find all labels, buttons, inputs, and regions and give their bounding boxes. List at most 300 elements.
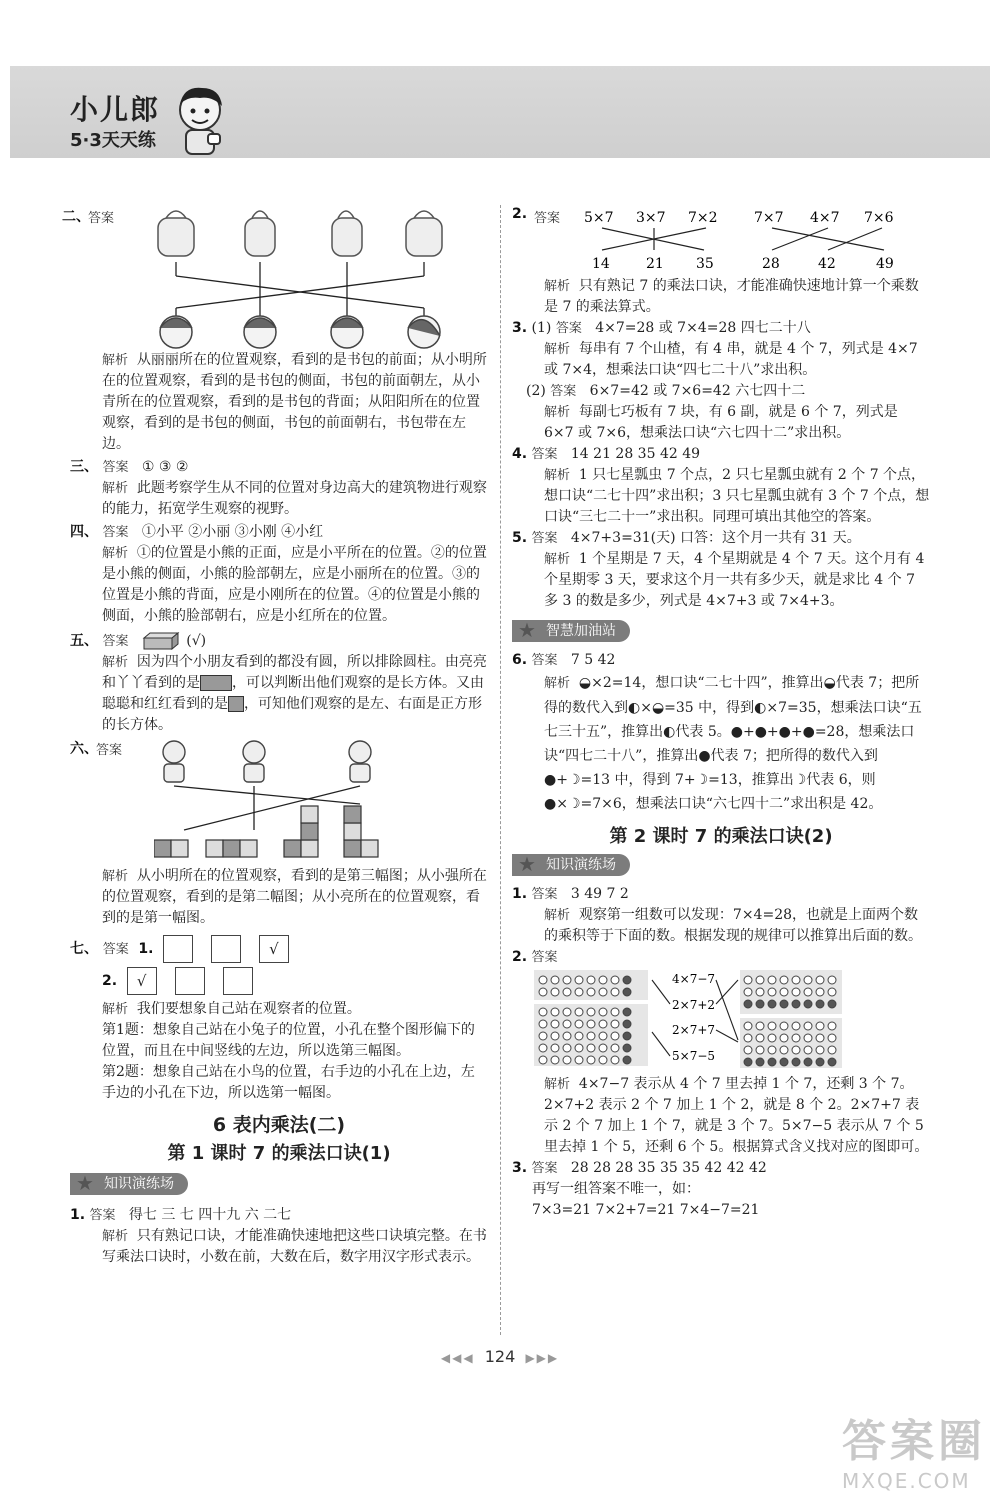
analysis-text: 4×7−7 表示从 4 个 7 里去掉 1 个 7，还剩 3 个 7。2×7+2 表示 2 个 7 加上 1 个 2，就是 8 个 2。2×7+7 表示 2 个 7 加上 1 个 7，就是 3 个 7。5×7−5 表示从 7 个 5 里去掉 1 个 5，还剩 6 个 5。根据算式含义找对应的图即可。 (544, 1076, 929, 1155)
right-column (512, 200, 930, 1221)
analysis-text: 从小明所在的位置观察，看到的是第三幅图；从小强所在的位置观察，看到的是第二幅图；从小亮所在的位置观察，看到的是第一幅图。 (102, 868, 487, 926)
analysis-tag: 解析 (544, 1077, 571, 1092)
dot (792, 976, 800, 984)
dot (563, 1044, 571, 1052)
dot (828, 1000, 836, 1008)
dot (780, 976, 788, 984)
answer-text: 4×7=28 或 7×4=28 四七二十八 (595, 320, 811, 336)
question-5-answer (512, 528, 930, 549)
expr-label: 7×6 (864, 210, 894, 226)
square-face-icon (228, 696, 244, 712)
analysis-text: ×2=14，想口诀“二七十四”，推算出 (591, 675, 824, 691)
expr-label: 7×7 (754, 210, 784, 226)
analysis-text: =7×6，想乘法口诀“六七四十二”求出积是 42。 (580, 796, 883, 812)
lesson-title: 第 2 课时 7 的乘法口诀(2) (609, 826, 833, 847)
dot (804, 1022, 812, 1030)
dot (623, 1020, 631, 1028)
logo-title: 小儿郎 (70, 93, 161, 126)
answer-text: 3 49 7 2 (570, 886, 629, 902)
question-number: 2. (512, 949, 528, 965)
expr-label: 7×2 (688, 210, 718, 226)
answer-box-checked: √ (127, 967, 157, 995)
question-2 (512, 200, 930, 272)
answer-text: 7 5 42 (570, 652, 616, 668)
answer-tag: 答案 (531, 950, 558, 965)
pear-icon: ◐ (754, 700, 767, 716)
analysis-tag: 解析 (102, 353, 129, 368)
analysis-text: ×7=35，想乘法口诀“五七三十五”，推算出 (544, 700, 922, 740)
product-label: 35 (696, 256, 714, 272)
answer-text: 4×7+3=31(天) 口答：这个月一共有 31 天。 (570, 530, 861, 546)
dot (611, 976, 619, 984)
dot (587, 1020, 595, 1028)
analysis-text: + (742, 724, 755, 740)
product-label: 42 (818, 256, 836, 272)
answer-box (175, 967, 205, 995)
dot (816, 1058, 824, 1066)
column-divider (500, 205, 501, 1335)
dot (563, 988, 571, 996)
dot (575, 1020, 583, 1028)
question-1-answer (70, 1205, 488, 1226)
answer-text: (√) (186, 633, 207, 649)
dot (599, 976, 607, 984)
dot (623, 1044, 631, 1052)
dot (792, 1034, 800, 1042)
dot (780, 1034, 788, 1042)
answer-tag: 答案 (531, 447, 558, 462)
expr-label: 4×7−7 (672, 972, 716, 986)
dot (768, 1046, 776, 1054)
analysis-text: × (640, 700, 652, 716)
dot-panel (740, 970, 842, 1014)
right-arrows-icon: ▶▶▶ (525, 1351, 560, 1365)
analysis-tag: 解析 (544, 342, 571, 357)
dot (539, 1044, 547, 1052)
analysis-text: 只有熟记口诀，才能准确快速地把这些口诀填完整。在书写乘法口诀时，小数在前，大数在后，数字用汉字形式表示。 (102, 1228, 487, 1265)
part-label: (1) (531, 320, 552, 336)
lesson2-question-1-answer (512, 884, 930, 905)
question-number: 2. (102, 973, 118, 989)
section-7-row1 (70, 935, 488, 967)
dot (539, 976, 547, 984)
left-column (62, 200, 488, 1268)
dot (780, 988, 788, 996)
dot (611, 1032, 619, 1040)
dot (816, 976, 824, 984)
dot (551, 988, 559, 996)
dot (792, 1000, 800, 1008)
dot (551, 1008, 559, 1016)
dot (828, 1046, 836, 1054)
dot (623, 988, 631, 996)
lesson-title: 第 1 课时 7 的乘法口诀(1) (167, 1143, 391, 1164)
expr-label: 3×7 (636, 210, 666, 226)
dot (744, 976, 752, 984)
dot (756, 988, 764, 996)
answer-text: 28 28 28 35 35 35 42 42 42 (570, 1160, 767, 1176)
dot (587, 976, 595, 984)
dot (563, 976, 571, 984)
dot (611, 988, 619, 996)
dot (599, 1032, 607, 1040)
section-3-answer (70, 457, 488, 478)
section-banner-practice (70, 1173, 488, 1195)
analysis-text: 只有熟记 7 的乘法口诀，才能准确快速地计算一个乘数是 7 的乘法算式。 (544, 278, 919, 315)
dot (551, 976, 559, 984)
dot (623, 976, 631, 984)
question-number: 4. (512, 446, 528, 462)
section-4-answer (70, 522, 488, 543)
section-4-label: 四、 (70, 524, 98, 540)
chapter-title: 6 表内乘法(二) (212, 1114, 346, 1136)
dot (539, 988, 547, 996)
dot (804, 988, 812, 996)
dot (563, 1008, 571, 1016)
dot (744, 1022, 752, 1030)
dot (828, 1034, 836, 1042)
answer-tag: 答案 (102, 634, 129, 649)
section-4-analysis (70, 543, 488, 627)
dot (780, 1000, 788, 1008)
question-4-analysis (512, 465, 930, 528)
dot (551, 1032, 559, 1040)
dot (828, 988, 836, 996)
answer-text: ① ③ ② (141, 459, 189, 475)
section-banner-label: 知识演练场 (546, 857, 616, 873)
dot (792, 1022, 800, 1030)
analysis-text: 每副七巧板有 7 块，有 6 副，就是 6 个 7，列式是 6×7 或 7×6，想乘法口诀“六七四十二”求出积。 (544, 404, 898, 441)
analysis-tag: 解析 (102, 481, 129, 496)
dot (551, 1056, 559, 1064)
section-banner-label: 知识演练场 (104, 1176, 174, 1192)
lesson2-question-2-answer (512, 947, 930, 968)
answer-box-checked: √ (259, 935, 289, 963)
section-6 (70, 738, 488, 866)
section-2-label: 二、 (62, 209, 90, 225)
brand-logo (70, 88, 160, 152)
dot (575, 1044, 583, 1052)
question-2-analysis (512, 276, 930, 318)
dot (756, 976, 764, 984)
section-2 (62, 200, 488, 350)
left-arrows-icon: ◀◀◀ (440, 1351, 475, 1365)
analysis-text: =35 中，得到 (664, 700, 755, 716)
dot (575, 976, 583, 984)
dot (756, 1058, 764, 1066)
page-number: 124 (484, 1347, 516, 1366)
dot (599, 1008, 607, 1016)
dot (575, 1032, 583, 1040)
question-4-answer (512, 444, 930, 465)
question-number: 5. (512, 530, 528, 546)
banana-icon: ☽ (793, 772, 807, 788)
question-3-part2-answer (512, 381, 930, 402)
question-number: 1. (512, 886, 528, 902)
answer-box (211, 935, 241, 963)
dot (792, 988, 800, 996)
answer-tag: 答案 (555, 321, 582, 336)
analysis-tag: 解析 (102, 869, 129, 884)
analysis-text: ，可以判断出他们观察的是长方体。又由聪聪和红红看到的是 (102, 675, 484, 712)
lesson2-question-3-example: 7×3=21 7×2+7=21 7×4−7=21 (532, 1202, 760, 1218)
analysis-text: 1 只七星瓢虫 7 个点，2 只七星瓢虫就有 2 个 7 个点，想口诀“二七十四”求出积；3 只七星瓢虫就有 3 个 7 个点，想口诀“三七二十一”求出积。同理可填出其他空的答案。 (544, 467, 930, 525)
peach-icon: ◒ (578, 675, 592, 691)
question-number: 6. (512, 652, 528, 668)
analysis-tag: 解析 (544, 552, 571, 567)
section-banner-challenge (512, 620, 930, 642)
answer-tag: 答案 (531, 1161, 558, 1176)
analysis-text: =13 中，得到 7+ (580, 772, 696, 788)
answer-tag: 答案 (102, 942, 129, 957)
dot (756, 1000, 764, 1008)
analysis-tag: 解析 (102, 1229, 129, 1244)
analysis-tag: 解析 (102, 1002, 129, 1017)
analysis-tag: 解析 (544, 908, 571, 923)
dot (780, 1058, 788, 1066)
question-number: 3. (512, 1160, 528, 1176)
analysis-text: + (790, 724, 803, 740)
product-label: 21 (646, 256, 664, 272)
dot (551, 1044, 559, 1052)
dot (768, 988, 776, 996)
analysis-text: 观察第一组数可以发现：7×4=28，也就是上面两个数的乘积等于下面的数。根据发现的规律可以推算出后面的数。 (544, 907, 922, 944)
site-watermark (842, 1405, 986, 1493)
question-number: 1. (70, 1207, 86, 1223)
expr-label: 2×7+7 (672, 1023, 716, 1037)
section-7-analysis (70, 999, 488, 1104)
dot (780, 1046, 788, 1054)
dot (804, 1034, 812, 1042)
section-6-analysis (70, 866, 488, 929)
apple-icon: ● (778, 724, 791, 740)
answer-text: 6×7=42 或 7×6=42 六七四十二 (589, 383, 806, 399)
peach-icon: ◒ (651, 700, 665, 716)
dot (744, 1000, 752, 1008)
logo-subtitle: 5·3天天练 (70, 130, 156, 151)
analysis-text: 因为四个小朋友看到的都没有圆，所以排除圆柱。由亮亮和丫丫看到的是 (102, 654, 487, 691)
analysis-text: 此题考察学生从不同的位置对身边高大的建筑物进行观察的能力，拓宽学生观察的视野。 (102, 480, 487, 517)
pear-icon: ◐ (628, 700, 641, 716)
watermark-url: MXQE.COM (842, 1469, 971, 1493)
lesson2-question-1-analysis (512, 905, 930, 947)
section-5-answer (70, 631, 488, 652)
section-7-label: 七、 (70, 941, 98, 957)
dot (768, 1058, 776, 1066)
question-5-analysis (512, 549, 930, 612)
dot (539, 1032, 547, 1040)
dot (611, 1056, 619, 1064)
analysis-text: 代表 7；把所得的数代入到 (710, 748, 878, 764)
dot (539, 1008, 547, 1016)
pear-icon: ◐ (663, 724, 676, 740)
dot (539, 1020, 547, 1028)
dot (587, 1044, 595, 1052)
question-number: 1. (138, 941, 154, 957)
product-label: 14 (592, 256, 610, 272)
dot (575, 1056, 583, 1064)
section-7-row2 (70, 967, 488, 999)
expr-label: 2×7+2 (672, 998, 716, 1012)
dot (587, 1056, 595, 1064)
rectangle-face-icon (200, 675, 232, 691)
dot (563, 1020, 571, 1028)
star-icon: ★ (76, 1171, 94, 1195)
backpack-matching-figure (148, 200, 528, 350)
question-6-analysis (512, 671, 930, 816)
apple-icon: ● (698, 748, 711, 764)
analysis-text: 每串有 7 个山楂，有 4 串，就是 4 个 7，列式是 4×7 或 7×4，想乘法口诀“四七二十八”求出积。 (544, 341, 918, 378)
analysis-text: 代表 5。 (675, 724, 731, 740)
answer-tag: 答案 (531, 531, 558, 546)
question-number: 3. (512, 320, 528, 336)
dot (587, 988, 595, 996)
dot (611, 1008, 619, 1016)
dot (611, 1044, 619, 1052)
star-icon: ★ (518, 852, 536, 876)
dot (792, 1046, 800, 1054)
question-3-part2-analysis (512, 402, 930, 444)
expr-label: 5×7−5 (672, 1049, 716, 1063)
dot (563, 1032, 571, 1040)
dot (744, 988, 752, 996)
dot (804, 976, 812, 984)
dot (804, 1058, 812, 1066)
expr-label: 5×7 (584, 210, 614, 226)
analysis-tag: 解析 (102, 546, 129, 561)
section-banner-label: 智慧加油站 (546, 623, 616, 639)
product-label: 28 (762, 256, 780, 272)
dot (804, 1000, 812, 1008)
analysis-text: 第2题：想象自己站在小鸟的位置，右手边的小孔在上边，左手边的小孔在下边，所以选第一幅图。 (102, 1064, 475, 1101)
analysis-tag: 解析 (544, 468, 571, 483)
dot (599, 1044, 607, 1052)
dot-panel (740, 1018, 842, 1068)
mascot-boy-icon (172, 84, 228, 156)
answer-tag: 答案 (96, 743, 123, 758)
analysis-text: 1 个星期是 7 天，4 个星期就是 4 个 7 天。这个月有 4 个星期零 3 天，要求这个月一共有多少天，就是求比 4 个 7 多 3 的数是多少，列式是 4×7+3 或 7×4+3。 (544, 551, 925, 609)
product-label: 49 (876, 256, 894, 272)
question-1-analysis (70, 1226, 488, 1268)
dot (768, 1000, 776, 1008)
dot (575, 988, 583, 996)
dot (768, 1022, 776, 1030)
answer-tag: 答案 (534, 211, 561, 226)
dot (816, 1046, 824, 1054)
part-label: (2) (526, 383, 546, 399)
banana-icon: ☽ (695, 772, 709, 788)
question-number: 2. (512, 206, 528, 222)
dot (780, 1022, 788, 1030)
analysis-tag: 解析 (544, 279, 571, 294)
analysis-text: 代表 6，则 (806, 772, 876, 788)
answer-tag: 答案 (102, 525, 129, 540)
dot (744, 1046, 752, 1054)
dot (587, 1032, 595, 1040)
dot (623, 1008, 631, 1016)
dot (768, 1034, 776, 1042)
cube-stack-icon (154, 806, 378, 857)
dot (816, 1000, 824, 1008)
apple-icon: ● (544, 772, 557, 788)
dot (599, 1056, 607, 1064)
dot (563, 1056, 571, 1064)
star-icon: ★ (518, 618, 536, 642)
question-3-part1-answer (512, 318, 930, 339)
analysis-text: =28，想乘法口诀“四七二十八”，推算出 (544, 724, 915, 764)
analysis-tag: 解析 (544, 405, 571, 420)
section-2-analysis (70, 350, 488, 455)
dot (575, 1008, 583, 1016)
question-6-answer (512, 650, 930, 671)
multiplication-matching-figure (584, 200, 924, 272)
dot (587, 1008, 595, 1016)
answer-box (163, 935, 193, 963)
dot (623, 1056, 631, 1064)
section-3-label: 三、 (70, 459, 98, 475)
dot (611, 1020, 619, 1028)
analysis-text: 第1题：想象自己站在小兔子的位置，小孔在整个图形偏下的位置，而且在中间竖线的左边，所以选第三幅图。 (102, 1022, 475, 1059)
analysis-text: + (766, 724, 779, 740)
backpack-icon (158, 211, 442, 256)
dot (756, 1046, 764, 1054)
dot-array-matching-figure (534, 970, 874, 1068)
apple-icon: ● (544, 796, 557, 812)
dot (756, 1034, 764, 1042)
dot (599, 1020, 607, 1028)
dot (816, 988, 824, 996)
answer-tag: 答案 (550, 384, 577, 399)
dot (744, 1058, 752, 1066)
answer-tag: 答案 (89, 1208, 116, 1223)
analysis-tag: 解析 (544, 676, 571, 691)
cuboid-icon (142, 632, 182, 650)
analysis-text: + (556, 772, 568, 788)
dot (804, 1046, 812, 1054)
dot (792, 1058, 800, 1066)
dot (828, 976, 836, 984)
section-banner-practice (512, 854, 930, 876)
peach-icon: ◒ (823, 675, 836, 691)
answer-tag: 答案 (531, 887, 558, 902)
analysis-text: =13，推算出 (708, 772, 794, 788)
page-footer (0, 1347, 1000, 1366)
dot (744, 1034, 752, 1042)
apple-icon: ● (730, 724, 743, 740)
analysis-tag: 解析 (102, 655, 129, 670)
lesson2-question-2-analysis (512, 1074, 930, 1158)
section-6-label: 六、 (70, 741, 98, 757)
answer-tag: 答案 (88, 211, 115, 226)
dot (768, 976, 776, 984)
analysis-text: ①的位置是小熊的正面，应是小平所在的位置。②的位置是小熊的侧面，小熊的脸部朝左，应是小丽所在的位置。③的位置是小熊的背面，应是小刚所在的位置。④的位置是小熊的侧面，小熊的脸部朝右，应是小红所在的位置。 (102, 545, 487, 624)
answer-box (223, 967, 253, 995)
child-icon (163, 741, 371, 782)
dot (828, 1022, 836, 1030)
watermark-logo: 答案圈 (842, 1416, 986, 1467)
answer-tag: 答案 (531, 653, 558, 668)
dot (816, 1022, 824, 1030)
section-5-label: 五、 (70, 633, 98, 649)
child-face-icon (160, 316, 440, 348)
analysis-text: 代表 7；把所得的数代入到 (544, 675, 920, 716)
apple-icon: ● (754, 724, 767, 740)
section-5-analysis (70, 652, 488, 736)
analysis-text: × (556, 796, 568, 812)
answer-text: ①小平 ②小丽 ③小刚 ④小红 (141, 524, 324, 540)
analysis-text: 从丽丽所在的位置观察，看到的是书包的前面；从小明所在的位置观察，看到的是书包的侧面，书包的前面朝左，从小青所在的位置观察，看到的是书包的背面；从阳阳所在的位置观察，看到的是书包的侧面，书包的前面朝右，书包带在左边。 (102, 352, 487, 452)
section-3-analysis (70, 478, 488, 520)
